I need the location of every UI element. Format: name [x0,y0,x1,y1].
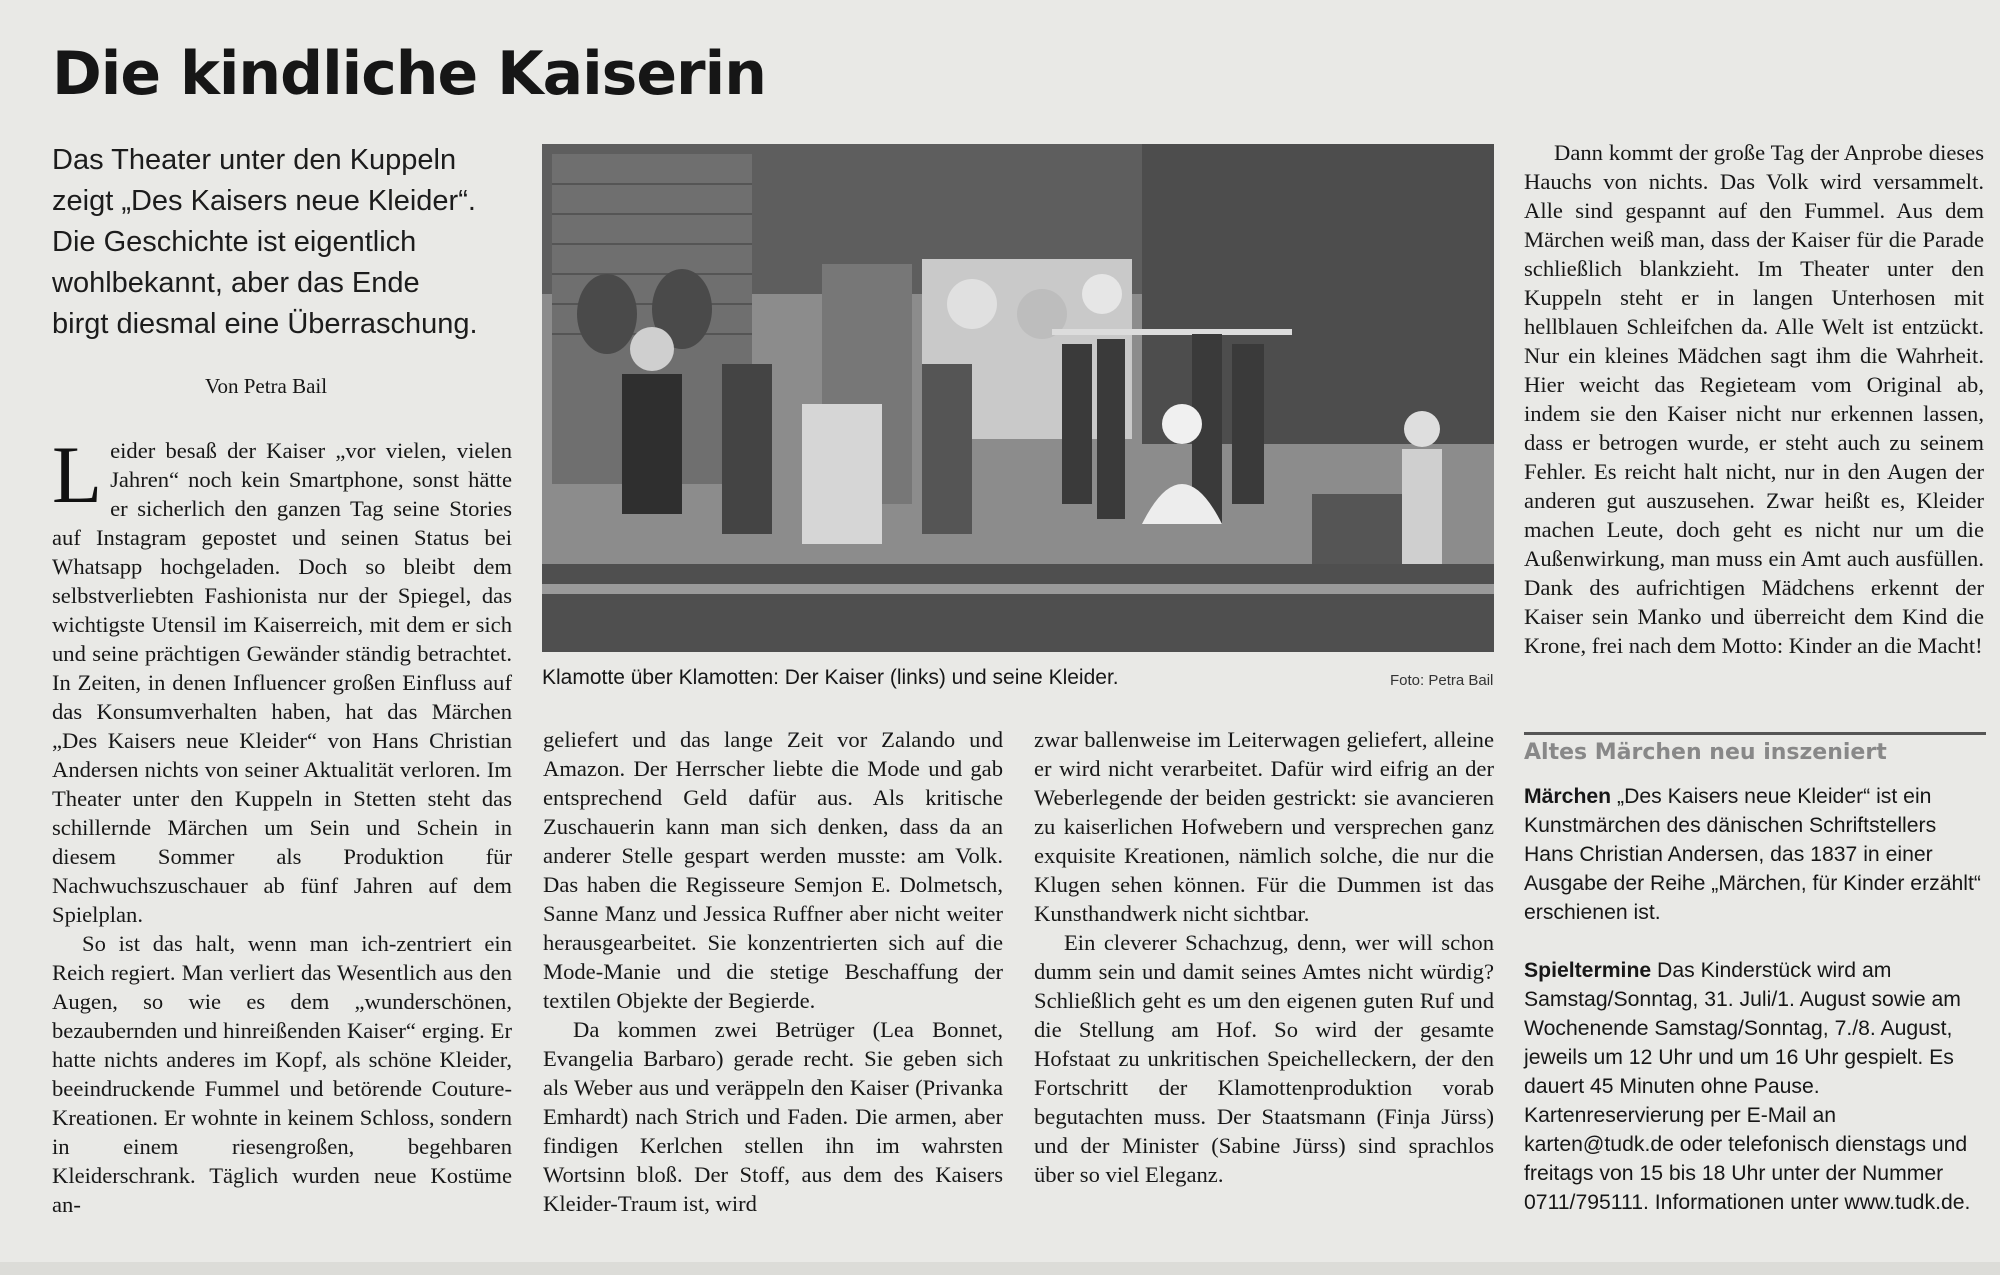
infobox-text: Das Kinderstück wird am Samstag/Sonntag, 31. Juli/1. August sowie am Wochenende Samstag/Sonntag, 7./8. August, jeweils um 12 Uhr und um 16 Uhr gespielt. Es dauert 45 Minuten ohne Pause. Kartenreservierung per E-Mail an karten@tudk.de oder telefonisch dienstags und freitags von 15 bis 18 Uhr unter der Nummer 0711/795111. Informationen unter www.tudk.de. [1524,959,1971,1214]
photo-caption: Klamotte über Klamotten: Der Kaiser (links) und seine Kleider. [542,666,1119,689]
article-column-2 [543,725,1003,1218]
photo-credit: Foto: Petra Bail [1390,672,1494,689]
teaser-line: wohlbekannt, aber das Ende [52,267,420,299]
stage-scene-illustration [542,144,1494,652]
teaser-line: Das Theater unter den Kuppeln [52,144,457,176]
infobox-block-maerchen [1524,782,1986,927]
teaser-line: zeigt „Des Kaisers neue Kleider“. [52,185,476,217]
page-bottom-edge [0,1262,2000,1275]
article-column-3 [1034,725,1494,1189]
infobox-text: „Des Kaisers neue Kleider“ ist ein Kunstmärchen des dänischen Schriftstellers Hans Christian Andersen, das 1837 in einer Ausgabe der Reihe „Märchen, für Kinder erzählt“ erschienen ist. [1524,785,1981,924]
teaser-line: birgt diesmal eine Überraschung. [52,308,478,340]
article-column-4 [1524,138,1984,660]
drop-cap: L [52,429,103,520]
infobox-title: Altes Märchen neu inszeniert [1524,740,1887,765]
paragraph: So ist das halt, wenn man ich-zentriert ein Reich regiert. Man verliert das Wesentlich aus den Augen, so wie es dem „wunderschönen, bezaubernden und hinreißenden Kaiser“ erging. Er hatte nichts anderes im Kopf, als schöne Kleider, beeindruckende Fummel und betörende Couture-Kreationen. Er wohnte in keinem Schloss, sondern in einem riesengroßen, begehbaren Kleiderschrank. Täglich wurden neue Kostüme an- [52,931,512,1217]
infobox-label: Märchen [1524,785,1612,808]
teaser [52,140,522,345]
article-column-1 [52,429,512,1219]
headline: Die kindliche Kaiserin [52,39,766,109]
infobox-divider [1524,732,1986,735]
paragraph: geliefert und das lange Zeit vor Zalando und Amazon. Der Herrscher liebte die Mode und gab entsprechend Geld dafür aus. Als kritische Zuschauerin kann man sich denken, dass da an anderer Stelle gespart werden musste: am Volk. Das haben die Regisseure Semjon E. Dolmetsch, Sanne Manz und Jessica Ruffner aber nicht weiter herausgearbeitet. Sie konzentrierten sich auf die Mode-Manie und die stetige Beschaffung der textilen Objekte der Begierde. [543,727,1003,1013]
paragraph: Ein cleverer Schachzug, denn, wer will schon dumm sein und damit seines Amtes nicht würdig? Schließlich geht es um den eigenen guten Ruf und die Stellung am Hof. So wird der gesamte Hofstaat zu unkritischen Speichelleckern, der den Fortschritt der Klamottenproduktion vorab begutachten muss. Der Staatsmann (Finja Jürss) und der Minister (Sabine Jürss) sind sprachlos über so viel Eleganz. [1034,930,1494,1187]
infobox-label: Spieltermine [1524,959,1652,982]
infobox-block-spieltermine [1524,956,1986,1217]
paragraph: Da kommen zwei Betrüger (Lea Bonnet, Evangelia Barbaro) gerade recht. Sie geben sich als Weber aus und veräppeln den Kaiser (Privanka Emhardt) nach Strich und Faden. Die armen, aber findigen Kerlchen stellen ihn im wahrsten Wortsinn bloß. Der Stoff, aus dem des Kaisers Kleider-Traum ist, wird [543,1017,1003,1216]
article-photo [542,144,1494,652]
paragraph: zwar ballenweise im Leiterwagen geliefert, alleine er wird nicht verarbeitet. Dafür wird eifrig an der Weberlegende der beiden gestrickt: sie avancieren zu kaiserlichen Hofwebern und versprechen ganz exquisite Kreationen, nämlich solche, die nur die Klugen sehen können. Für die Dummen ist das Kunsthandwerk nicht sichtbar. [1034,727,1494,926]
teaser-line: Die Geschichte ist eigentlich [52,226,417,258]
byline: Von Petra Bail [205,374,328,398]
paragraph [52,429,512,929]
paragraph-text: eider besaß der Kaiser „vor vielen, vielen Jahren“ noch kein Smartphone, sonst hätte er sicherlich den ganzen Tag seine Stories auf Instagram gepostet und seinen Status bei Whatsapp hochgeladen. Doch so bleibt dem selbstverliebten Fashionista nur der Spiegel, das wichtigste Utensil im Kaiserreich, mit dem er sich und seine prächtigen Gewänder ständig betrachtet. In Zeiten, in denen Influencer großen Einfluss auf das Konsumverhalten haben, hat das Märchen „Des Kaisers neue Kleider“ von Hans Christian Andersen nichts von seiner Aktualität verloren. Im Theater unter den Kuppeln in Stetten steht das schillernde Märchen um Sein und Schein in diesem Sommer als Produktion für Nachwuchszuschauer ab fünf Jahren auf dem Spielplan. [52,438,512,927]
paragraph: Dann kommt der große Tag der Anprobe dieses Hauchs von nichts. Das Volk wird versammelt. Alle sind gespannt auf den Fummel. Aus dem Märchen weiß man, dass der Kaiser für die Parade schließlich blankzieht. Im Theater unter den Kuppeln steht er in langen Unterhosen mit hellblauen Schleifchen da. Alle Welt ist entzückt. Nur ein kleines Mädchen sagt ihm die Wahrheit. Hier weicht das Regieteam vom Original ab, indem sie den Kaiser nicht nur erkennen lassen, dass er betrogen wurde, er steht auch zu seinem Fehler. Es reicht halt nicht, nur in den Augen der anderen gut auszusehen. Zwar heißt es, Kleider machen Leute, doch geht es nicht nur um die Außenwirkung, man muss ein Amt auch ausfüllen. Dank des aufrichtigen Mädchens erkennt der Kaiser sein Manko und überreicht dem Kind die Krone, frei nach dem Motto: Kinder an die Macht! [1524,140,1984,658]
